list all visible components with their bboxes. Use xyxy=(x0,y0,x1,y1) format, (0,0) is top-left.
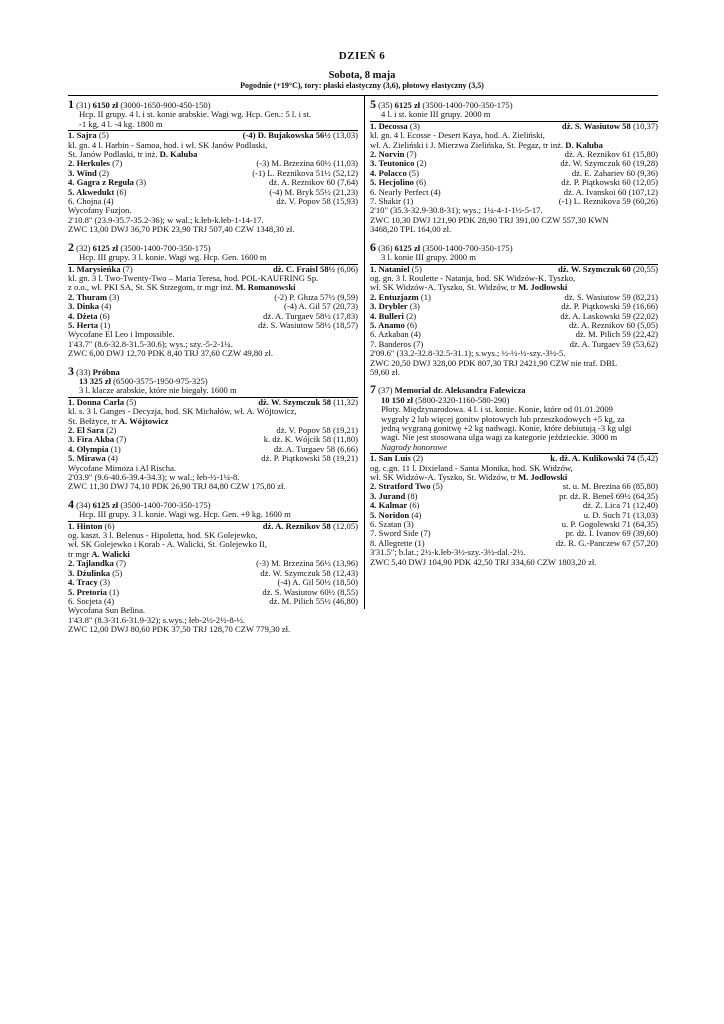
text-gate: (3) xyxy=(409,301,420,312)
text-gate: (1) xyxy=(420,291,431,302)
text-name: 5. Hecjolino xyxy=(370,177,414,188)
race-conditions: wygrały 2 lub więcej gonitw płotowych lub przeszkodowych +5 kg, za xyxy=(381,413,625,424)
text-prize: 6150 zł xyxy=(92,100,119,110)
text-name: 4. Tracy xyxy=(68,577,98,588)
text-jockey: dż. A. Reznikov 60 xyxy=(268,177,336,188)
row-cell xyxy=(258,321,358,330)
text-jockey: pr. dż. R. Beneš 69½ xyxy=(559,490,631,501)
text-b2a: z o.o., wł. PKI SA, St. SK Strzegom, tr mgr inż. xyxy=(68,282,236,293)
text-gate: (2) xyxy=(413,453,424,464)
row-cell xyxy=(556,539,658,548)
text-odds: (12,05) xyxy=(332,520,358,531)
text-b2a: St. Janów Podlaski, tr inż. xyxy=(68,149,160,160)
text-odds: (11,03) xyxy=(333,158,358,169)
text-gate: (7) xyxy=(420,528,431,539)
race-number: 6 xyxy=(370,239,376,254)
text-name: 5. Akwedukt xyxy=(68,186,115,197)
text-jockey: dż. S. Wasiutow 59 xyxy=(564,291,631,302)
text-name: 2. Norvin xyxy=(370,149,405,160)
text-odds: (11,32) xyxy=(333,396,358,407)
race-conditions: Hcp. III grupy. 3 l. konie. Wagi wg. Hcp. Gen. 1600 m xyxy=(79,252,267,263)
text-name: 4. Polacco xyxy=(370,167,407,178)
text-name: 6. Chojna xyxy=(68,196,102,207)
right-column xyxy=(370,97,658,575)
date-heading: Sobota, 8 maja xyxy=(328,70,396,81)
text-jockey: st. u. M. Brezina 66 xyxy=(562,481,631,492)
breeding-info: og. kaszt. 3 l. Belenus - Hipoletta, hod. SK Golejewko, xyxy=(68,530,258,541)
text-name: 1. San Luis xyxy=(370,453,411,464)
text-name: 6. Socjeta xyxy=(68,595,102,606)
text-code: (31) xyxy=(76,100,91,110)
text-jockey: (-4) D. Bujakowska 56½ xyxy=(242,130,331,141)
text-name: 3. Fira Akba xyxy=(68,434,115,445)
race-conditions: 3 l. klacze arabskie, które nie biegały. 1600 m xyxy=(79,385,237,396)
text-odds: (5,42) xyxy=(637,453,658,464)
text-jockey: dż. C. Fraisl 58½ xyxy=(273,263,336,274)
text-b2b: A. Walicki xyxy=(91,548,130,559)
text-b2a: wł. A. Zieliński i J. Mierzwa Zielińska, St. Pegaz, tr inż. xyxy=(370,139,566,150)
text-jockey: (-1) L. Reznikova 51½ xyxy=(252,167,331,178)
text-name: 3. Dinka xyxy=(68,301,100,312)
withdrawn-note: Wycofana Sun Belina. xyxy=(68,605,146,616)
text-name: 5. Noridon xyxy=(370,509,410,520)
race-conditions: -1 kg, 4 l. -4 kg. 1800 m xyxy=(79,118,163,129)
text-gate: (8) xyxy=(407,490,418,501)
text-prize: 6125 zł xyxy=(92,499,119,510)
row-cell xyxy=(570,340,658,349)
text-gate: (5) xyxy=(432,481,443,492)
withdrawn-note: Wycofany Fuzjon. xyxy=(68,205,132,216)
text-jockey: dż. S. Wasiutow 58 xyxy=(561,120,631,131)
withdrawn-note: Wycofane El Leo i Impossible. xyxy=(68,329,175,340)
text-splits: (3500-1400-700-350-175) xyxy=(422,100,513,110)
text-odds: (12,40) xyxy=(632,500,658,511)
race-time: 1'43.8" (8.3-31.6-31.9-32); s.wys.; łeb-2½-2½-8-½. xyxy=(68,614,246,625)
text-name: 2. Herkules xyxy=(68,158,111,169)
text-jockey: dż. W. Szymczuk 58 xyxy=(258,396,332,407)
text-jockey: dż. W. Szymczuk 60 xyxy=(560,158,631,169)
text-jockey: (-2) P. Głuza 57½ xyxy=(274,291,336,302)
text-gate: (5) xyxy=(98,130,109,141)
text-odds: (15,93) xyxy=(332,196,358,207)
header-rule xyxy=(68,95,658,96)
text-jockey: dż. A. Reznikov 61 xyxy=(564,149,631,160)
withdrawn-note: Wycofane Mimoza i Al Rischa. xyxy=(68,462,177,473)
text-gate: (1) xyxy=(414,537,425,548)
text-splits: (5800-2320-1160-580-290) xyxy=(415,394,510,405)
race-number: 1 xyxy=(68,97,74,111)
text-odds: (13,03) xyxy=(332,130,358,141)
text-gate: (2) xyxy=(416,158,427,169)
breeding-info: og. c.gn. 11 l. Dixieland - Santa Monika, hod. SK Widzów, xyxy=(370,462,573,473)
text-name: 1. Sajra xyxy=(68,130,97,141)
race-time: 3'31.5"; b.lat.; 2½-k.łeb-3½-szy.-3½-dal.-2½. xyxy=(370,547,526,558)
text-name: 1. Decossa xyxy=(370,120,408,131)
text-name: 1. Donna Carla xyxy=(68,396,125,407)
text-name: 1. Hinton xyxy=(68,520,103,531)
text-gate: (3) xyxy=(136,177,147,188)
text-jockey: dż. M. Pilich 55½ xyxy=(269,595,331,606)
text-b2b: M. Romanowski xyxy=(235,282,296,293)
text-gate: (1) xyxy=(403,196,414,207)
text-gate: (3) xyxy=(403,519,414,530)
text-odds: (52,12) xyxy=(332,167,358,178)
payouts: 59,60 zł. xyxy=(370,366,400,377)
race-number: 4 xyxy=(68,496,74,511)
weather-line: Pogodnie (+19°C), tory: płaski elastyczny (3,6), płotowy elastyczny (3,5) xyxy=(240,81,484,90)
text-name: 5. Anamo xyxy=(370,319,405,330)
text-gate: (7) xyxy=(413,338,424,349)
race-number: 2 xyxy=(68,239,74,254)
text-odds: (16,66) xyxy=(632,301,658,312)
text-gate: (4) xyxy=(430,186,441,197)
text-gate: (6) xyxy=(104,520,115,531)
text-jockey: dż. P. Piątkowski 60 xyxy=(561,177,631,188)
text-splits: (6500-3575-1950-975-325) xyxy=(113,375,208,386)
text-odds: (64,35) xyxy=(632,490,658,501)
race-time: 2'10.8" (23.9-35.7-35.2-36); w wal.; k.łeb-k.łeb-1-14-17. xyxy=(68,214,264,225)
text-gate: (5) xyxy=(408,167,419,178)
text-odds: (53,62) xyxy=(632,338,658,349)
row-cell xyxy=(261,454,358,463)
race-3 xyxy=(68,363,358,492)
text-gate: (5) xyxy=(126,396,137,407)
race-conditions: 4 l. i st. konie III grupy. 2000 m xyxy=(381,109,491,120)
text-odds: (13,96) xyxy=(332,558,358,569)
text-gate: (1) xyxy=(110,443,121,454)
breeding-info: kl. s. 3 l. Ganges - Decyzja, hod. SK Michałów, wł. A. Wójtowicz, xyxy=(68,406,297,417)
text-jockey: k. dż. K. Wójcik 58 xyxy=(263,434,332,445)
text-gate: (5) xyxy=(411,263,422,274)
text-name: 4. Kalmar xyxy=(370,500,408,511)
text-code: (34) xyxy=(76,499,91,510)
race-1 xyxy=(68,97,358,235)
payouts: ZWC 20,50 DWJ 328,00 PDK 807,30 TRJ 2421,90 CZW nie traf. DBL xyxy=(370,357,617,368)
text-jockey: dż. M. Pilich 59 xyxy=(575,329,631,340)
race-time: 1'43.7" (8.6-32.8-31.5-30.6); wys.; szy.-5-2-1¼. xyxy=(68,338,233,349)
text-odds: (12,05) xyxy=(632,177,658,188)
text-gate: (4) xyxy=(411,509,422,520)
payouts: ZWC 13,00 DWJ 36,70 PDK 23,90 TRJ 507,40 CZW 1348,30 zł. xyxy=(68,224,295,235)
text-name: 2. El Sara xyxy=(68,425,105,435)
text-odds: (20,73) xyxy=(332,301,358,312)
text-name: 4. Dżeta xyxy=(68,310,98,321)
text-gate: (2) xyxy=(406,310,417,321)
text-code: (33) xyxy=(76,366,91,377)
text-gate: (4) xyxy=(410,329,421,340)
text-name: 7. Banderos xyxy=(370,338,412,349)
text-jockey: (-4) M. Bryk 55½ xyxy=(269,186,331,197)
text-jockey: dż. W. Szymczuk 58 xyxy=(260,567,331,578)
text-gate: (2) xyxy=(98,167,110,178)
text-jockey: dż. A. Ivanskoi 60 xyxy=(563,186,627,197)
text-jockey: u. P. Gogolewski 71 xyxy=(561,519,631,530)
text-name: 6. Nearly Perfect xyxy=(370,186,429,197)
text-jockey: dż. V. Popov 58 xyxy=(276,196,331,207)
text-jockey: dż. A. Reznikov 58 xyxy=(262,520,331,531)
race-4 xyxy=(68,496,358,635)
text-gate: (1) xyxy=(100,319,111,330)
text-name: 2. Tajlandka xyxy=(68,558,114,569)
text-odds: (21,23) xyxy=(332,186,358,197)
text-odds: (19,21) xyxy=(332,453,358,464)
text-jockey: dż. Z. Lica 71 xyxy=(582,500,631,511)
text-gate: (4) xyxy=(104,595,115,606)
text-odds: (18,50) xyxy=(332,577,358,588)
race-conditions: wagi. Nie jest stosowana ulga wagi za kategorie jeździeckie. 3000 m xyxy=(381,432,618,443)
text-name: 3. Teutonico xyxy=(370,158,415,169)
breeding-info: wł. SK Golejewko i Korab - A. Walicki, St. Golejewko II, xyxy=(68,539,267,550)
text-splits: (3500-1400-700-350-175) xyxy=(120,242,211,253)
text-jockey: dż. P. Piątkowski 58 xyxy=(261,453,331,464)
row-cell xyxy=(269,597,358,606)
text-odds: (39,60) xyxy=(632,528,658,539)
text-name: 6. Azkaban xyxy=(370,329,409,340)
text-odds: (7,64) xyxy=(337,177,358,188)
text-odds: (20,55) xyxy=(632,263,658,274)
text-b2b: A. Wójtowicz xyxy=(118,415,169,426)
text-splits: (3500-1400-700-350-175) xyxy=(422,242,513,253)
text-name: 1. Marysieńka xyxy=(68,263,121,274)
text-odds: (12,43) xyxy=(332,567,358,578)
text-gate: (3) xyxy=(409,120,420,131)
text-name: 5. Herta xyxy=(68,319,99,330)
honorary-prizes: Nagrody honorowe xyxy=(381,441,447,452)
payouts: ZWC 11,30 DWJ 74,10 PDK 26,90 TRJ 84,80 CZW 175,80 zł. xyxy=(68,481,286,492)
text-odds: (11,80) xyxy=(333,434,358,445)
text-gate: (7) xyxy=(122,263,133,274)
text-b2b: M. Jodłowski xyxy=(518,472,568,483)
text-code: (32) xyxy=(76,242,91,253)
text-gate: (7) xyxy=(116,558,127,569)
text-odds: (82,21) xyxy=(632,291,658,302)
text-jockey: u. D. Such 71 xyxy=(583,509,631,520)
text-b2b: D. Kaluba xyxy=(159,149,198,160)
text-jockey: (-4) A. Gil 57 xyxy=(283,301,331,312)
text-gate: (4) xyxy=(107,453,118,464)
text-prize: 6125 zł xyxy=(394,100,421,110)
text-jockey: dż. S. Wasiutow 58½ xyxy=(258,319,331,330)
race-conditions: 3 l. konie III grupy. 2000 m xyxy=(381,252,476,263)
text-name: 3. Wind xyxy=(68,167,97,178)
text-gate: (7) xyxy=(406,149,417,160)
text-odds: (22,42) xyxy=(632,329,658,340)
text-jockey: dż. E. Zahariev 60 xyxy=(571,167,636,178)
text-odds: (9,36) xyxy=(637,167,658,178)
text-name: 3. Drybler xyxy=(370,301,408,312)
race-6 xyxy=(370,239,658,378)
text-name: 4. Bulleri xyxy=(370,310,404,321)
text-name: 4. Gagra z Reguła xyxy=(68,177,134,188)
day-heading: DZIEŃ 6 xyxy=(338,50,386,62)
text-name: 3. Jurand xyxy=(370,490,406,501)
payouts: ZWC 10,30 DWJ 121,90 PDK 28,90 TRJ 391,00 CZW 557,30 KWN xyxy=(370,214,609,225)
text-gate: (4) xyxy=(103,196,114,207)
text-gate: (6) xyxy=(99,310,110,321)
text-name: 5. Mirawa xyxy=(68,453,106,464)
text-odds: (17,83) xyxy=(332,310,358,321)
race-conditions: Hcp. III grupy. 3 l. konie. Wagi wg. Hcp. Gen. +9 kg. 1600 m xyxy=(79,509,291,520)
race-time: 2'09.6" (33.2-32.8-32.5-31.1); s.wys.; ½-½-½-szy.-3½-5. xyxy=(370,348,566,359)
race-5 xyxy=(370,97,658,235)
text-name: 3. Dżulinka xyxy=(68,567,111,578)
text-name: 8. Allegrette xyxy=(370,537,413,548)
text-odds: (19,28) xyxy=(632,158,658,169)
text-gate: (3) xyxy=(99,577,110,588)
text-jockey: dż. A. Turgaev 58 xyxy=(273,443,336,454)
race-title: Memoriał dr. Aleksandra Falewicza xyxy=(394,385,526,396)
breeding-info: kl. gn. 4 l. Harbin - Samoa, hod. i wł. SK Janów Podlaski, xyxy=(68,139,268,150)
text-name: 1. Nataniel xyxy=(370,263,410,274)
text-odds: (8,55) xyxy=(337,586,358,597)
text-name: 2. Stratford Two xyxy=(370,481,431,492)
race-number: 5 xyxy=(370,97,376,111)
row-cell xyxy=(276,197,358,206)
payouts: 3468,20 TPL 164,00 zł. xyxy=(370,224,452,235)
payouts: ZWC 12,00 DWJ 80,60 PDK 37,50 TRJ 128,70 CZW 779,30 zł. xyxy=(68,624,291,635)
text-prize: 6125 zł xyxy=(394,242,421,253)
text-prize: 13 325 zł xyxy=(79,375,111,386)
race-number: 3 xyxy=(68,363,74,378)
text-jockey: (-1) L. Reznikova 59 xyxy=(558,196,631,207)
text-prize: 10 150 zł xyxy=(381,394,413,405)
text-odds: (19,21) xyxy=(332,425,358,435)
breeding-info: og. gn. 3 l. Roulette - Natanja, hod. SK Widzów-K. Tyszko, xyxy=(370,272,576,283)
text-b2a: wł. SK Widzów-A. Tyszko, St. Widzów, tr xyxy=(370,472,519,483)
text-splits: (3500-1400-700-350-175) xyxy=(120,499,211,510)
text-odds: (57,20) xyxy=(632,537,658,548)
text-b2b: D. Kaluba xyxy=(565,139,603,150)
left-column xyxy=(68,97,358,643)
text-jockey: (-4) A. Gil 50½ xyxy=(277,577,331,588)
payouts: ZWC 6,00 DWJ 12,70 PDK 8,40 TRJ 37,60 CZW 49,80 zł. xyxy=(68,348,273,359)
text-gate: (4) xyxy=(101,301,112,312)
row-cell xyxy=(559,197,658,206)
text-odds: (15,80) xyxy=(632,149,658,160)
race-conditions: Płoty. Międzynarodowa. 4 l. i st. konie. Konie, które od 01.01.2009 xyxy=(381,404,613,415)
text-jockey: (-3) M. Brzezina 60½ xyxy=(256,158,332,169)
text-odds: (10,37) xyxy=(632,120,658,131)
race-conditions: Hcp. II grupy. 4 l. i st. konie arabskie. Wagi wg. Hcp. Gen.: 5 l. i st. xyxy=(79,109,312,120)
breeding-info: kl. gn. 3 l. Two-Twenty-Two – Maria Teresa, hod. POL-KAUFRING Sp. xyxy=(68,272,319,283)
text-jockey: dż. R. G.-Panczew 67 xyxy=(555,537,631,548)
text-name: 2. Entuzjazm xyxy=(370,291,419,302)
text-code: (37) xyxy=(378,385,393,396)
row-cell xyxy=(562,122,658,131)
race-time: 2'10" (35.3-32.9-30.8-31); wys.; 1¼-4-1-1½-5-17. xyxy=(370,205,543,216)
text-jockey: (-3) M. Brzezina 56½ xyxy=(256,558,331,569)
text-jockey: dż. W. Szymczuk 60 xyxy=(557,263,631,274)
text-odds: (46,80) xyxy=(332,595,358,606)
text-jockey: pr. dż. I. Ivanov 69 xyxy=(565,528,631,539)
text-odds: (13,03) xyxy=(632,509,658,520)
text-odds: (60,26) xyxy=(632,196,658,207)
text-gate: (2) xyxy=(106,425,117,435)
text-gate: (6) xyxy=(116,186,127,197)
text-b2a: St. Bełżyce, tr xyxy=(68,415,119,426)
breeding-info: kl. gn. 4 l. Ecosse - Desert Kaya, hod. A. Zieliński, xyxy=(370,130,545,141)
text-gate: (5) xyxy=(112,567,123,578)
text-odds: (22,02) xyxy=(632,310,658,321)
text-name: 4. Olympia xyxy=(68,443,109,454)
text-b2a: tr mgr xyxy=(68,548,92,559)
text-jockey: dż. A. Reznikov 60 xyxy=(568,319,636,330)
text-jockey: k. dż. A. Kulikowski 74 xyxy=(550,453,636,464)
text-name: 5. Pretoria xyxy=(68,586,107,597)
text-odds: (107,12) xyxy=(628,186,658,197)
text-gate: (3) xyxy=(109,291,120,302)
text-odds: (18,57) xyxy=(332,319,358,330)
text-b2a: wł. SK Widzów-A. Tyszko, St. Widzów, tr xyxy=(370,282,519,293)
text-jockey: dż. P. Piątkowski 59 xyxy=(561,301,631,312)
text-odds: (5,05) xyxy=(637,319,658,330)
text-gate: (6) xyxy=(409,500,420,511)
row-cell xyxy=(263,522,358,531)
race-conditions: jedną wygraną gonitwę +2 kg nadwagi. Konie, które debiutują -3 kg ulgi xyxy=(381,423,632,433)
text-jockey: dż. V. Popov 58 xyxy=(276,425,331,435)
race-title: Próbna xyxy=(92,366,120,377)
race-2 xyxy=(68,239,358,359)
text-jockey: dż. A. Turgaev 59 xyxy=(569,338,631,349)
text-b2b: M. Jodłowski xyxy=(518,282,568,293)
payouts: ZWC 5,40 DWJ 104,90 PDK 42,50 TRJ 334,60 CZW 1803,20 zł. xyxy=(370,556,597,567)
text-odds: (6,06) xyxy=(337,263,358,274)
text-gate: (6) xyxy=(416,177,427,188)
text-odds: (9,59) xyxy=(337,291,358,302)
text-jockey: dż. S. Wasiutow 60½ xyxy=(262,586,336,597)
column-divider xyxy=(364,96,365,609)
text-jockey: dż. A. Laskowski 59 xyxy=(560,310,631,321)
text-gate: (7) xyxy=(112,158,123,169)
text-code: (35) xyxy=(378,100,393,110)
text-name: 2. Thuram xyxy=(68,291,107,302)
text-odds: (85,80) xyxy=(632,481,658,492)
text-name: 6. Szatan xyxy=(370,519,402,530)
race-number: 7 xyxy=(370,382,376,397)
text-name: 7. Sword Side xyxy=(370,528,419,539)
text-name: 7. Shakir xyxy=(370,196,402,207)
text-odds: (64,35) xyxy=(632,519,658,530)
text-gate: (6) xyxy=(407,319,418,330)
race-7 xyxy=(370,382,658,567)
race-time: 2'03.9" (9.6-40.6-39.4-34.3); w wal.; łeb-½-1¼-8. xyxy=(68,472,240,483)
text-jockey: dż. A. Turgaev 58½ xyxy=(263,310,331,321)
text-odds: (6,66) xyxy=(337,443,358,454)
text-code: (36) xyxy=(378,242,393,253)
text-prize: 6125 zł xyxy=(92,242,119,253)
text-gate: (7) xyxy=(116,434,127,445)
text-gate: (1) xyxy=(109,586,120,597)
text-splits: (3000-1650-900-450-150) xyxy=(120,100,211,110)
